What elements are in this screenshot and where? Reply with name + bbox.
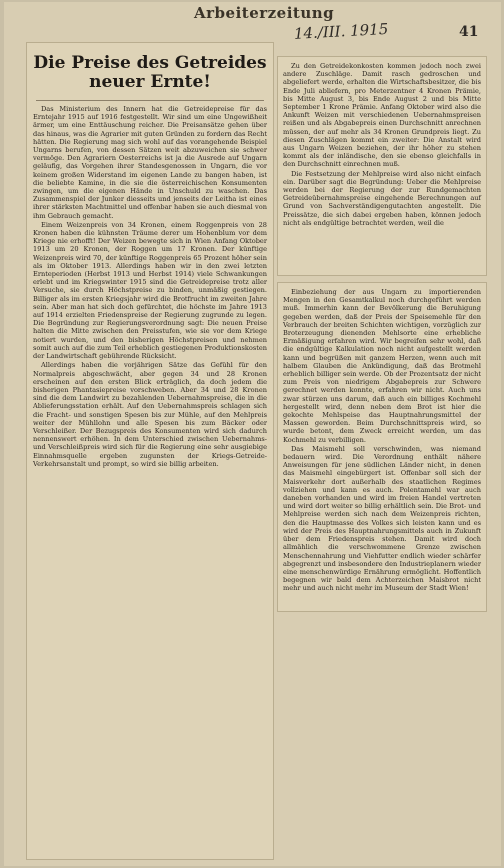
paragraph: Einbeziehung der aus Ungarn zu importierenden Mengen in den Gesamtkalkul noch durchgeführt werden muß. Immerhin kann der Bevölkerung die Beruhigung gegeben werden, daß der Preis der Speisemehle für den Verbrauch der breiten Schichten wichtigen, vorzüglich zur Broterzeugung dienenden Mehlsorte eine erhebliche Ermäßigung erfahren wird. Wir begreifen sehr wohl, daß die endgültige Kalkulation noch nicht aufgestellt werden kann und begrüßen mit ganzem Herzen, wenn auch mit halbem Glauben die Ankündigung, daß das Brotmehl erheblich billiger sein werde. Ob der Prozentsatz der nicht zum Preis von niedrigem Abgabepreis zur Schwere gerechnet werden konnte, erfahren wir nicht. Auch uns zwar stürzen uns darum, daß auch ein billiges Kochmehl hergestellt wird, denn neben dem Brot ist hier die gekochte Mehlspeise das Hauptnahrungsmittel der Massen geworden. Beim Durchschnittspreis wird, so wurde betont, dem Zweck erreicht werden, um das Kochmehl zu verbilligen. [283,288,481,444]
clipping-left-column [26,42,274,860]
article-body-right-top [283,62,481,227]
clipping-right-bottom [277,282,487,612]
page-number: 41 [459,24,479,40]
paragraph: Zu den Getreidekonkosten kommen jedoch noch zwei andere Zuschläge. Damit rasch gedroschen und abgeliefert werde, erhalten die Wirtschaftsbesitzer, die bis Ende Juli abliefern, pro Meterzentner 4 Kronen Prämie, bis Mitte August 3, bis Ende August 2 und bis Mitte September 1 Krone Prämie. Anfang Oktober wird also die Ankunft Weizen mit verschiedenen Uebernahmspreisen reißen und als Abgabepreis einen Durchschnitt anrechnen müssen, der auf mehr als 34 Kronen Grundpreis liegt. Zu diesen Zuschlägen kommt ein zweiter: Die Anstalt wird aus Ungarn Weizen beziehen, der ihr höher zu stehen kommt als der inländische, den sie ebenso gleichfalls in den Durchschnitt einrechnen muß. [283,62,481,169]
article-title-line2: neuer Ernte! [89,72,211,92]
article-title [32,54,268,92]
newspaper-sheet [4,2,501,866]
title-rule [36,100,264,101]
paragraph: Die Festsetzung der Mehlpreise wird also nicht einfach ein. Darüber sagt die Begründung: Ueber die Mehlpreise werden bei der Regierung der zur Rundgemachten Getreideübernahmspreise eingehende Berechnungen auf Grund von Sachverständigengutachten angestellt. Die Preissätze, die sich dabei ergeben haben, können jedoch nicht als endgültige betrachtet werden, weil die [283,169,481,227]
article-body-left [33,105,267,468]
article-title-line1: Die Preise des Getreides [33,53,267,73]
paragraph: Das Maismehl soll verschwinden, was niemand bedauern wird. Die Verordnung enthält nähere Anweisungen für jene südlichen Länder nicht, in denen das Maismehl eingebürgert ist. Offenbar soll sich der Maisverkehr dort außerhalb des staatlichen Regimes vollziehen und kann es auch. Polentamehl war auch daneben vorhanden und wird im freien Handel vertreten und wird dort weiter so billig erhältlich sein. Die Brot- und Mehlpreise werden sich nach dem Weizenpreis richten, den die Hauptmasse des Volkes sich leisten kann und es wird der Preis des Hauptnahrungsmittels auch in Zukunft über dem Friedenspreis stehen. Damit wird doch allmählich die verschwommene Grenze zwischen Menschennahrung und Viehfutter endlich wieder schärfer abgegrenzt und insbesondere den Industrieplanern wieder eine menschenwürdige Ernährung ermöglicht. Hoffentlich begegnen wir bald dem Achterzeichen Maisbrot nicht mehr und auch nicht mehr im Museum der Stadt Wien! [283,444,481,593]
paragraph: Einem Weizenpreis von 34 Kronen, einem Roggenpreis von 28 Kronen haben die kühnsten Träume derer um Hohenblum vor dem Kriege nie erhofft! Der Weizen bewegte sich in Wien Anfang Oktober 1913 um 20 Kronen, der Roggen um 17 Kronen. Der künftige Weizenpreis wird 70, der künftige Roggenpreis 65 Prozent höher sein als im Oktober 1913. Allerdings haben wir in den zwei letzten Ernteperioden (Herbst 1913 und Herbst 1914) viele Schwankungen erlebt und im Kriegswinter 1915 sind die Getreidepreise trotz aller Versuche, sie durch Höchstpreise zu binden, unmäßig gestiegen. Billiger als im ersten Kriegsjahr wird die Brotfrucht im zweiten Jahre sein. Aber man hat sich doch gefürchtet, die höchste im Jahre 1913 auf 1914 erzielten Friedenspreise der Regierung zugrunde zu legen. Die Begründung zur Regierungsverordnung sagt: Die neuen Preise halten die Mitte zwischen den Preisstufen, wie sie vor dem Kriege notiert wurden, und den bisherigen Höchstpreisen und nehmen somit auch auf die zum Teil erheblich gestiegenen Produktionskosten der Landwirtschaft gebührende Rücksicht. [33,220,267,361]
article-body-right-bottom [283,288,481,593]
paragraph: Das Ministerium des Innern hat die Getreidepreise für das Erntejahr 1915 auf 1916 festgestellt. Wir sind um eine Ungewißheit ärmer, um eine Enttäuschung reicher. Die Preisansätze gehen über das hinaus, was die Agrarier mit guten Gründen zu fordern das Recht hätten. Die Regierung mag sich wohl auf das vorangehende Beispiel Ungarns berufen, von dessen Sätzen weit abzuweichen sie schwer vermöge. Den Agrariern Oesterreichs ist ja die Ausrede auf Ungarn geläufig, das Vorgehen ihrer Standesgenossen in Ungarn, die vor keinem großen Widerstand im eigenen Lande zu bangen haben, ist die beliebte Kamine, in die sie die österreichischen Konsumenten zwingen, um die eigenen Hände in Unschuld zu waschen. Das Zusammenspiel der Junker diesseits und jenseits der Leitha ist eines ihrer stärksten Machtmittel und offenbar haben sie auch diesmal von ihm Gebrauch gemacht. [33,105,267,220]
handwritten-date: 14./III. 1915 [293,19,389,43]
paragraph: Allerdings haben die vorjährigen Sätze das Gefühl für den Normalpreis abgeschwächt, aber gegen 34 und 28 Kronen erscheinen auf den ersten Blick erträglich, da doch jedem die bisherigen Phantasiepreise vorschweben. Aber 34 und 28 Kronen sind die dem Landwirt zu bezahlenden Uebernahmspreise, die in die Ablieferungsstation erhält. Auf den Uebernahmspreis schlagen sich die Fracht- und sonstigen Spesen bis zur Mühle, auf den Mehlpreis weiter der Mühllohn und alle Spesen bis zum Bäcker oder Verschleißer. Der Bezugspreis des Konsumenten wird sich dadurch nennenswert erhöhen. In dem Unterschied zwischen Uebernahms- und Verschleißpreis wird sich für die Regierung eine sehr ausgiebige Einnahmsquelle ergeben zugunsten der Kriegs-Getreide-Verkehrsanstalt und prompt, so wird sie billig arbeiten. [33,361,267,468]
clipping-right-top [277,56,487,276]
masthead: Arbeiterzeitung [194,4,335,22]
